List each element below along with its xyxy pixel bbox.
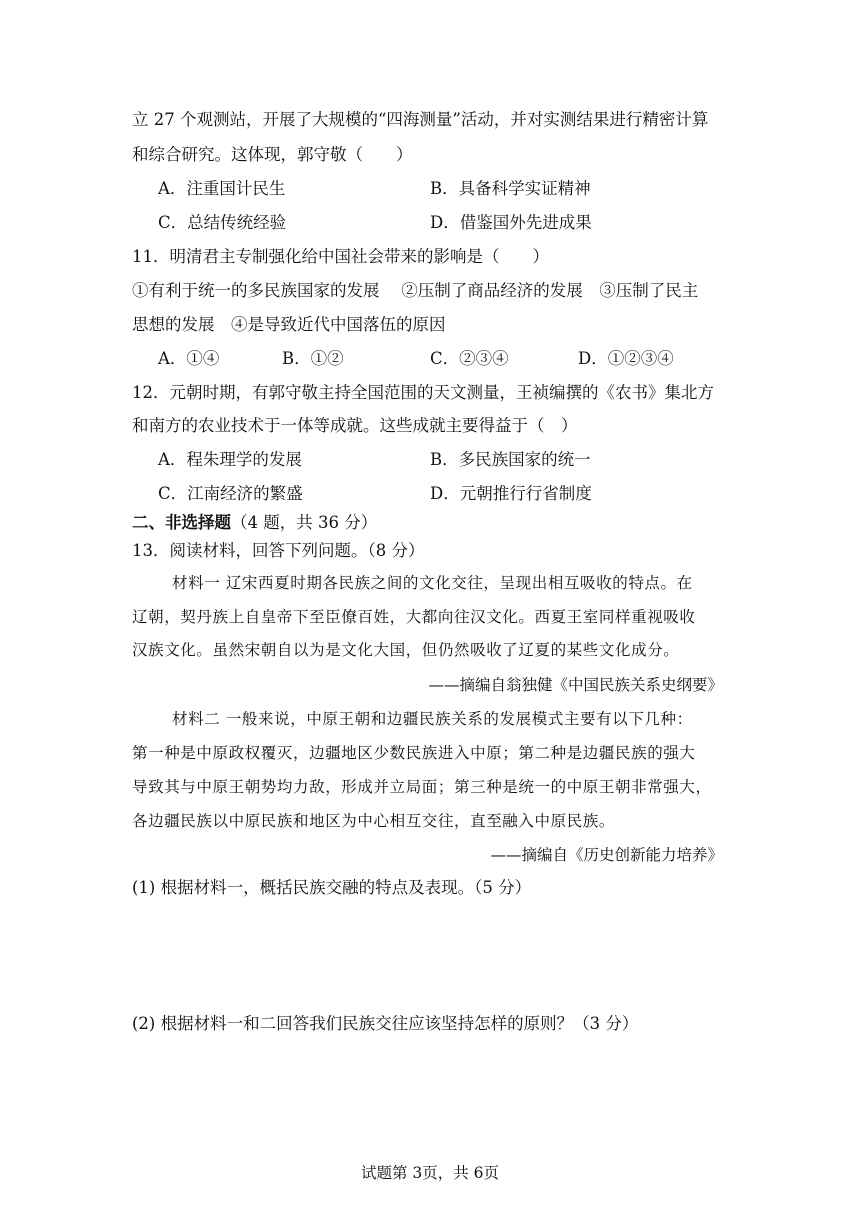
material1-line1: 材料一 辽宋西夏时期各民族之间的文化交往，呈现出相互吸收的特点。在	[172, 574, 693, 592]
section-heading	[132, 511, 377, 535]
q11-stem: 11．明清君主专制强化给中国社会带来的影响是（ ）	[132, 247, 549, 266]
material2-line2: 第一种是中原政权覆灭，边疆地区少数民族进入中原；第二种是边疆民族的强大	[132, 744, 696, 762]
page-footer: 试题第 3页，共 6页	[360, 1164, 500, 1182]
material1-line3: 汉族文化。虽然宋朝自以为是文化大国，但仍然吸收了辽夏的某些文化成分。	[132, 641, 680, 659]
material2-source: ——摘编自《历史创新能力培养》	[490, 846, 723, 864]
q12-option-a: A．程朱理学的发展	[158, 450, 302, 469]
q12-options-row1	[0, 448, 860, 472]
q11-option-d: D．①②③④	[578, 349, 674, 368]
q12-option-b: B．多民族国家的统一	[430, 450, 591, 469]
material2-line4: 各边疆民族以中原民族和地区为中心相互交往，直至融入中原民族。	[132, 812, 616, 830]
section-note: （4 题，共 36 分）	[231, 513, 378, 532]
section-title: 二、非选择题	[132, 513, 231, 532]
q12-option-d: D．元朝推行行省制度	[430, 484, 592, 503]
material2-line1: 材料二 一般来说，中原王朝和边疆民族关系的发展模式主要有以下几种：	[172, 710, 693, 728]
material2-line3: 导致其与中原王朝势均力敌，形成并立局面；第三种是统一的中原王朝非常强大，	[132, 778, 712, 796]
q11-options-row	[0, 347, 860, 371]
material1-line2: 辽朝，契丹族上自皇帝下至臣僚百姓，大都向往汉文化。西夏王室同样重视吸收	[132, 608, 696, 626]
q12-stem-line2: 和南方的农业技术于一体等成就。这些成就主要得益于（ ）	[132, 416, 578, 435]
q10-option-d: D．借鉴国外先进成果	[430, 213, 592, 232]
q12-option-c: C．江南经济的繁盛	[158, 484, 303, 503]
q10-stem-line1: 立 27 个观测站，开展了大规模的“四海测量”活动，并对实测结果进行精密计算	[132, 110, 709, 129]
q10-stem-line2: 和综合研究。这体现，郭守敬（ ）	[132, 145, 413, 164]
material1-source: ——摘编自翁独健《中国民族关系史纲要》	[428, 676, 723, 694]
q13-stem: 13．阅读材料，回答下列问题。（8 分）	[132, 541, 425, 560]
q10-options-row1	[0, 177, 860, 201]
q11-items-line2: 思想的发展 ④是导致近代中国落伍的原因	[132, 315, 446, 334]
q10-option-a: A．注重国计民生	[158, 179, 286, 198]
q10-option-c: C．总结传统经验	[158, 213, 287, 232]
q13-sub-question-1: (1) 根据材料一，概括民族交融的特点及表现。（5 分）	[132, 878, 532, 897]
q12-stem-line1: 12．元朝时期，有郭守敬主持全国范围的天文测量，王祯编撰的《农书》集北方	[132, 383, 714, 402]
q11-option-a: A．①④	[158, 349, 220, 368]
q11-option-c: C．②③④	[430, 349, 509, 368]
q11-option-b: B．①②	[282, 349, 344, 368]
q10-option-b: B．具备科学实证精神	[430, 179, 591, 198]
q11-items-line1: ①有利于统一的多民族国家的发展 ②压制了商品经济的发展 ③压制了民主	[132, 281, 699, 300]
q13-sub-question-2: (2) 根据材料一和二回答我们民族交往应该坚持怎样的原则？（3 分）	[132, 1014, 639, 1033]
q12-options-row2	[0, 482, 860, 506]
q10-options-row2	[0, 211, 860, 235]
